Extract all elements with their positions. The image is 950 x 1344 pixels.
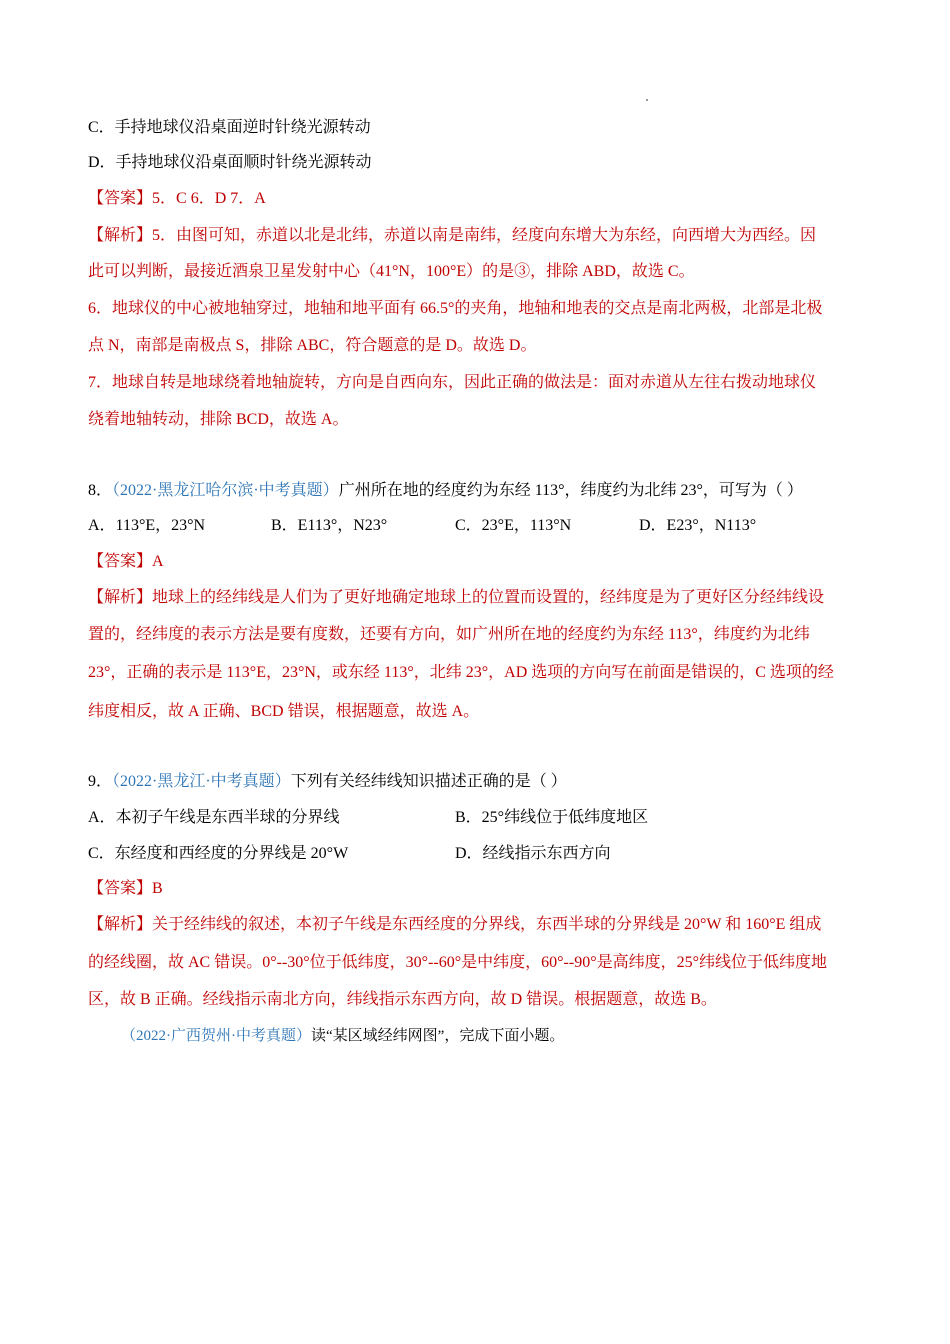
question-text: 下列有关经纬线知识描述正确的是（ ） [290, 773, 567, 790]
analysis-line: 点 N，南部是南极点 S，排除 ABC，符合题意的是 D。故选 D。 [88, 337, 537, 354]
question-source: （2022·黑龙江·中考真题） [112, 773, 291, 790]
answer-line [88, 879, 163, 899]
answer-text: A [152, 553, 164, 570]
option-d: D．E23°，N113° [639, 517, 757, 534]
analysis-line [88, 226, 816, 246]
analysis-line [88, 915, 821, 935]
analysis-line: 置的，经纬度的表示方法是要有度数，还要有方向，如广州所在地的经度约为东经 113°，纬度约为北纬 [88, 626, 810, 643]
analysis-line: 绕着地轴转动，排除 BCD，故选 A。 [88, 411, 349, 428]
question-8-stem [88, 481, 803, 501]
option-c: C．手持地球仪沿桌面逆时针绕光源转动 [88, 119, 371, 136]
question-10-stem [121, 1026, 564, 1046]
answer-line [88, 189, 266, 209]
answer-text: B [152, 880, 163, 897]
answer-text: 5．C 6．D 7．A [152, 190, 266, 207]
analysis-line: 此可以判断，最接近酒泉卫星发射中心（41°N，100°E）的是③，排除 ABD，故选 C。 [88, 263, 695, 280]
option-d: D．经线指示东西方向 [455, 845, 611, 862]
analysis-text: 5．由图可知，赤道以北是北纬，赤道以南是南纬，经度向东增大为东经，向西增大为西经。因 [152, 227, 817, 244]
question-source: （2022·黑龙江哈尔滨·中考真题） [112, 482, 339, 499]
page-mark [646, 99, 648, 101]
answer-tag: 【答案】 [88, 190, 153, 207]
option-a: A．本初子午线是东西半球的分界线 [88, 809, 340, 826]
analysis-tag: 【解析】 [88, 227, 153, 244]
analysis-tag: 【解析】 [88, 916, 153, 933]
analysis-line: 纬度相反，故 A 正确、BCD 错误，根据题意，故选 A。 [88, 703, 480, 720]
answer-line [88, 552, 164, 572]
answer-tag: 【答案】 [88, 553, 153, 570]
analysis-line [88, 588, 824, 608]
analysis-line: 7．地球自转是地球绕着地轴旋转，方向是自西向东，因此正确的做法是：面对赤道从左往右拨动地球仪 [88, 374, 817, 391]
analysis-tag: 【解析】 [88, 589, 153, 606]
option-c: C．23°E，113°N [455, 517, 572, 534]
analysis-line: 的经线圈，故 AC 错误。0°--30°位于低纬度，30°--60°是中纬度，60°--90°是高纬度，25°纬线位于低纬度地 [88, 954, 827, 971]
analysis-line: 23°，正确的表示是 113°E，23°N，或东经 113°，北纬 23°，AD 选项的方向写在前面是错误的，C 选项的经 [88, 664, 834, 681]
option-c: C．东经度和西经度的分界线是 20°W [88, 845, 349, 862]
question-text: 广州所在地的经度约为东经 113°，纬度约为北纬 23°，可写为（ ） [338, 482, 803, 499]
analysis-text: 关于经纬线的叙述，本初子午线是东西经度的分界线，东西半球的分界线是 20°W 和 160°E 组成 [152, 916, 822, 933]
question-9-stem [88, 772, 567, 792]
question-text: 读“某区域经纬网图”，完成下面小题。 [311, 1028, 565, 1044]
option-b: B．E113°，N23° [271, 517, 388, 534]
option-a: A．113°E，23°N [88, 517, 206, 534]
question-number: 9． [88, 773, 113, 790]
option-d: D．手持地球仪沿桌面顺时针绕光源转动 [88, 154, 372, 171]
analysis-text: 地球上的经纬线是人们为了更好地确定地球上的位置而设置的，经纬度是为了更好区分经纬线设 [152, 589, 825, 606]
answer-tag: 【答案】 [88, 880, 153, 897]
question-number: 8． [88, 482, 113, 499]
analysis-line: 区，故 B 正确。经线指示南北方向，纬线指示东西方向，故 D 错误。根据题意，故选 B。 [88, 991, 717, 1008]
option-b: B．25°纬线位于低纬度地区 [455, 809, 649, 826]
question-source: （2022·广西贺州·中考真题） [121, 1028, 311, 1044]
analysis-line: 6．地球仪的中心被地轴穿过，地轴和地平面有 66.5°的夹角，地轴和地表的交点是南北两极，北部是北极 [88, 300, 823, 317]
